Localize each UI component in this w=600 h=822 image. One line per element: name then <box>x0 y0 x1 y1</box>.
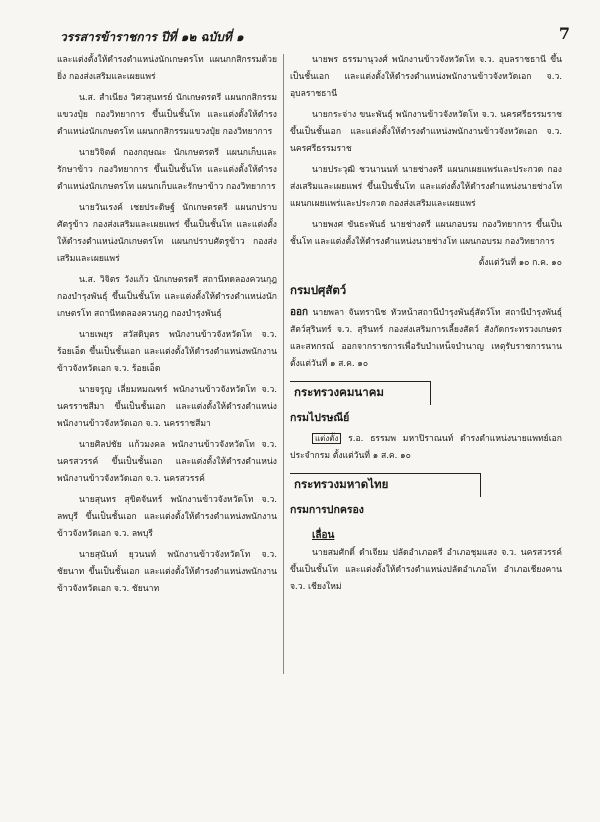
ministry-heading: กระทรวงคมนาคม <box>290 381 431 405</box>
action-tag: ออก <box>290 307 309 318</box>
action-tag: แต่งตั้ง <box>312 433 341 444</box>
paragraph <box>290 304 562 373</box>
paragraph: นายวันเรงค์ เชยประดิษฐ์ นักเกษตรตรี แผนกปราบศัตรูข้าว กองส่งเสริมและเผยแพร่ ขึ้นเป็นชั้นโท และแต่งตั้งให้ดำรงตำแหน่งนักเกษตรโท แผนกปราบศัตรูข้าว กองส่งเสริมและเผยแพร่ <box>57 203 277 264</box>
department-heading: กรมการปกครอง <box>290 504 364 516</box>
paragraph: นายวิจิตต์ กองกฤษณะ นักเกษตรตรี แผนกเก็บและรักษาข้าว กองวิทยาการ ขึ้นเป็นชั้นโท และแต่งตั้งให้ดำรงตำแหน่งนักเกษตรโท แผนกเก็บและรักษาข้าว กองวิทยาการ <box>57 148 277 192</box>
ministry-heading: กระทรวงมหาดไทย <box>290 473 481 497</box>
paragraph: นายศิลปชัย แก้วมงคล พนักงานข้าวจังหวัดโท จ.ว. นครสวรรค์ ขึ้นเป็นชั้นเอก และแต่งตั้งให้ดำรงตำแหน่งพนักงานข้าวจังหวัดเอก จ.ว. นครสวรรค์ <box>57 440 277 484</box>
paragraph-text: ร.อ. ธรรมพ มหาปิราณนท์ ดำรงตำแหน่งนายแพทย์เอกประจำกรม ตั้งแต่วันที่ ๑ ส.ค. ๑๐ <box>290 434 562 461</box>
left-column <box>57 52 277 602</box>
section-subheading: เลื่อน <box>312 530 335 541</box>
paragraph: นายประวุฒิ ชวนานนท์ นายช่างตรี แผนกเผยแพร่และประกวด กองส่งเสริมและเผยแพร่ ขึ้นเป็นชั้นโท และแต่งตั้งให้ดำรงตำแหน่งนายช่างโท แผนกเผยแพร่และประกวด กองส่งเสริมและเผยแพร่ <box>290 165 562 209</box>
paragraph: น.ส. สำเนียง วิศวสุนทรย์ นักเกษตรตรี แผนกกสิกรรมแขวงปุ๋ย กองวิทยาการ ขึ้นเป็นชั้นโท และแต่งตั้งให้ดำรงตำแหน่งนักเกษตรโท แผนกกสิกรรมแขวงปุ๋ย กองวิทยาการ <box>57 93 277 137</box>
paragraph: นายจรูญ เลี่ยมหมณฑร์ พนักงานข้าวจังหวัดโท จ.ว. นครราชสีมา ขึ้นเป็นชั้นเอก และแต่งตั้งให้ดำรงตำแหน่งพนักงานข้าวจังหวัดเอก จ.ว. นครราชสีมา <box>57 385 277 429</box>
paragraph: และแต่งตั้งให้ดำรงตำแหน่งนักเกษตรโท แผนกกสิกรรมด้วยยิ่ง กองส่งเสริมและเผยแพร่ <box>57 55 277 82</box>
paragraph-text: นายพลา จันทรานิช หัวหน้าสถานีบำรุงพันธุ์สัตว์โท สถานีบำรุงพันธุ์สัตว์สุรินทร์ จ.ว. สุรินทร์ กองส่งเสริมการเลี้ยงสัตว์ สังกัดกระทรวงเกษตรและสหกรณ์ ออกจากราชการเพื่อรับบำเหน็จบำนาญ เหตุรับราชการนาน ตั้งแต่วันที่ ๑ ส.ค. ๑๐ <box>290 308 562 369</box>
paragraph: นายกระจ่าง ขนะพันธุ์ พนักงานข้าวจังหวัดโท จ.ว. นครศรีธรรมราช ขึ้นเป็นชั้นเอก และแต่งตั้งให้ดำรงตำแหน่งพนักงานข้าวจังหวัดเอก จ.ว. นครศรีธรรมราช <box>290 110 562 154</box>
column-divider <box>283 54 284 674</box>
paragraph: นายสุนันท์ ยุวนนท์ พนักงานข้าวจังหวัดโท จ.ว. ชัยนาท ขึ้นเป็นชั้นเอก และแต่งตั้งให้ดำรงตำแหน่งพนักงานข้าวจังหวัดเอก จ.ว. ชัยนาท <box>57 550 277 594</box>
right-column <box>290 52 562 600</box>
paragraph: นายพงศ ขันธะพันธ์ นายช่างตรี แผนกอบรม กองวิทยาการ ขึ้นเป็นชั้นโท และแต่งตั้งให้ดำรงตำแหน่งนายช่างโท แผนกอบรม กองวิทยาการ <box>290 220 562 247</box>
effective-date: ตั้งแต่วันที่ ๑๐ ก.ค. ๑๐ <box>478 258 562 268</box>
paragraph: น.ส. วิจิตร วังแก้ว นักเกษตรตรี สถานีทดลองควนกุฎ กองบำรุงพันธุ์ ขึ้นเป็นชั้นโท และแต่งตั้งให้ดำรงตำแหน่งนักเกษตรโท สถานีทดลองควนกุฎ กองบำรุงพันธุ์ <box>57 275 277 319</box>
paragraph: นายพร ธรรมานุวงศ์ พนักงานข้าวจังหวัดโท จ.ว. อุบลราชธานี ขึ้นเป็นชั้นเอก และแต่งตั้งให้ดำรงตำแหน่งพนักงานข้าวจังหวัดเอก จ.ว. อุบลราชธานี <box>290 55 562 99</box>
paragraph <box>290 430 562 465</box>
journal-title: วรรสารข้าราชการ ปีที่ ๑๒ ฉบับที่ ๑ <box>60 30 244 44</box>
page-number: 7 <box>558 24 570 43</box>
paragraph: นายสมศักดิ์ ดำเจียม ปลัดอำเภอตรี อำเภอชุมแสง จ.ว. นครสวรรค์ ขึ้นเป็นชั้นโท และแต่งตั้งให้ดำรงตำแหน่งปลัดอำเภอโท อำเภอเชียงคาน จ.ว. เชียงใหม่ <box>290 548 562 592</box>
department-heading: กรมไปรษณีย์ <box>290 412 350 424</box>
paragraph: นายเพยุร สวัสดิบุตร พนักงานข้าวจังหวัดโท จ.ว. ร้อยเอ็ด ขึ้นเป็นชั้นเอก และแต่งตั้งให้ดำรงตำแหน่งพนักงานข้าวจังหวัดเอก จ.ว. ร้อยเอ็ด <box>57 330 277 374</box>
department-heading: กรมปศุสัตว์ <box>290 283 347 297</box>
paragraph: นายสุนทร สุขิตจันทร์ พนักงานข้าวจังหวัดโท จ.ว. ลพบุรี ขึ้นเป็นชั้นเอก และแต่งตั้งให้ดำรงตำแหน่งพนักงานข้าวจังหวัดเอก จ.ว. ลพบุรี <box>57 495 277 539</box>
page-header <box>60 24 570 48</box>
